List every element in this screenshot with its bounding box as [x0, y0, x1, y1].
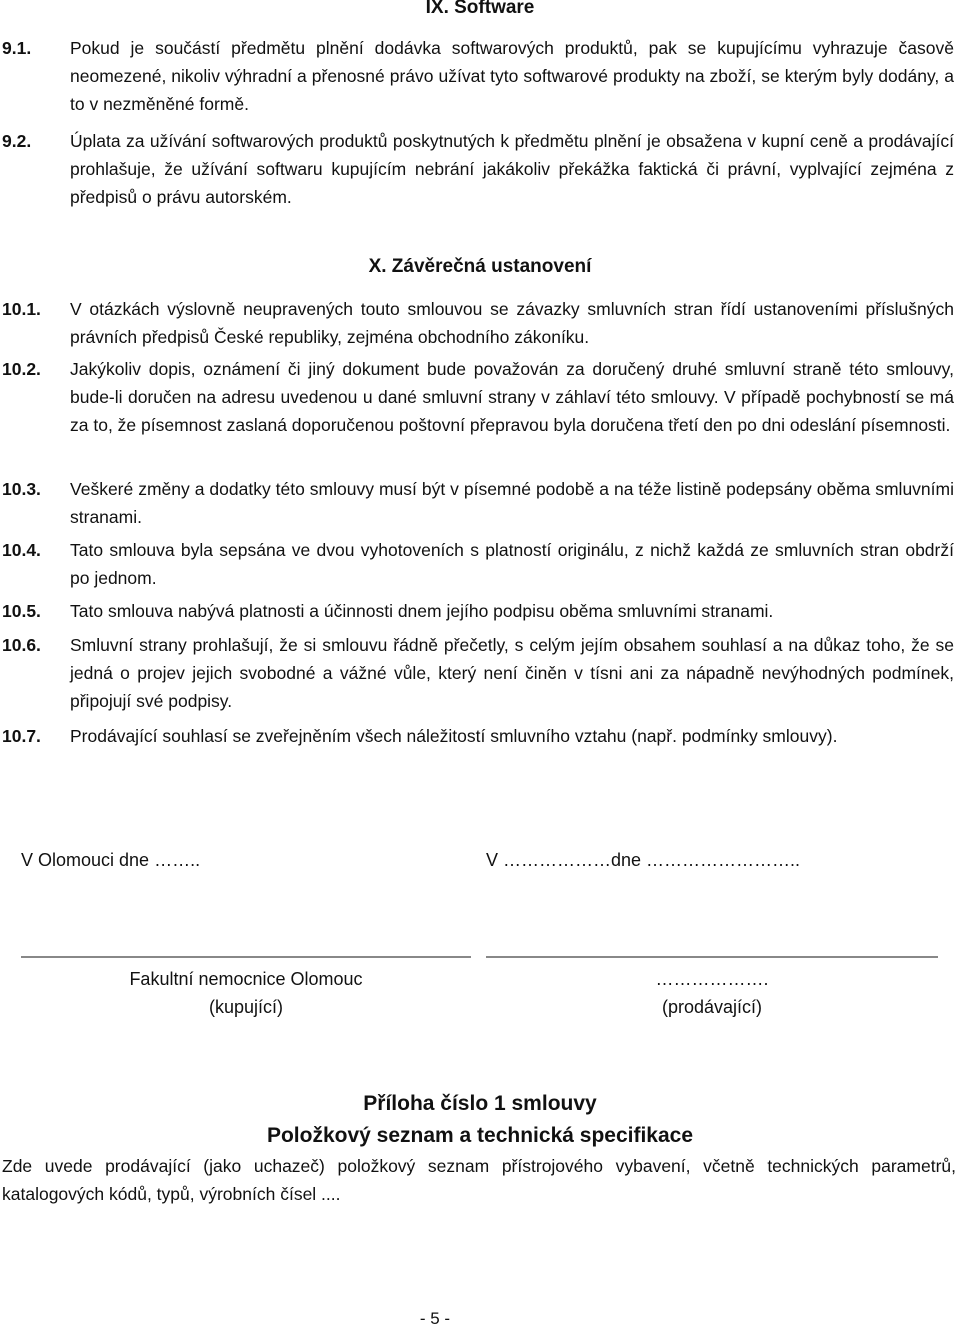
- clause-text: Úplata za užívání softwarových produktů poskytnutých k předmětu plnění je obsažena v kupní ceně a prodávající prohlašuje, že užívání softwaru kupujícím nebrání jakákoliv překážka faktická či právní, vyplvající zejména z předpisů o právu autorském.: [70, 131, 954, 207]
- signature-place-left: V Olomouci dne ……..: [21, 850, 201, 870]
- clause-10-5: [2, 597, 954, 625]
- clause-text: Prodávající souhlasí se zveřejněním všech náležitostí smluvního vztahu (např. podmínky smlouvy).: [70, 726, 838, 746]
- clause-9-2: [2, 127, 954, 211]
- annex-text: Zde uvede prodávající (jako uchazeč) položkový seznam přístrojového vybavení, včetně technických parametrů, katalogových kódů, typů, výrobních čísel ....: [2, 1156, 956, 1204]
- clause-10-4: [2, 536, 954, 592]
- clause-10-3: [2, 475, 954, 531]
- clause-10-1: [2, 295, 954, 351]
- signature-role-right: (prodávající): [661, 997, 763, 1017]
- clause-text: Tato smlouva nabývá platnosti a účinnosti dnem jejího podpisu oběma smluvními stranami.: [70, 601, 774, 621]
- clause-number: 10.1.: [2, 299, 41, 319]
- clause-text: Veškeré změny a dodatky této smlouvy musí být v písemné podobě a na téže listině podepsány oběma smluvními stranami.: [70, 479, 954, 527]
- clause-number: 10.3.: [2, 479, 41, 499]
- signature-party-left: Fakultní nemocnice Olomouc: [129, 969, 363, 989]
- signature-party-right: ……………….: [655, 969, 769, 989]
- clause-text: Smluvní strany prohlašují, že si smlouvu řádně přečetly, s celým jejím obsahem souhlasí a na důkaz toho, že se jedná o projev jejich svobodné a vážné vůle, který není činěn v tísni ani za nápadně nevýhodných podmínek, připojují své podpisy.: [70, 635, 954, 711]
- page-number: - 5 -: [419, 1309, 451, 1328]
- signature-line-left: [21, 956, 471, 958]
- signature-line-right: [486, 956, 938, 958]
- clause-number: 10.5.: [2, 601, 41, 621]
- clause-text: Jakýkoliv dopis, oznámení či jiný dokument bude považován za doručený druhé smluvní straně této smlouvy, bude-li doručen na adresu uvedenou u dané smluvní strany v záhlaví této smlouvy. V případě pochybností se má za to, že písemnost zaslaná doporučenou poštovní přepravou byla doručena třetí den po dni odeslání písemnosti.: [70, 359, 954, 435]
- clause-text: Tato smlouva byla sepsána ve dvou vyhotoveních s platností originálu, z nichž každá ze smluvních stran obdrží po jednom.: [70, 540, 954, 588]
- clause-number: 10.2.: [2, 359, 41, 379]
- clause-number: 10.6.: [2, 635, 41, 655]
- clause-number: 9.2.: [2, 131, 32, 151]
- clause-text: Pokud je součástí předmětu plnění dodávka softwarových produktů, pak se kupujícímu vyhrazuje časově neomezené, nikoliv výhradní a přenosné právo užívat tyto softwarové produkty na zboží, se kterým byly dodány, a to v nezměněné formě.: [70, 38, 954, 114]
- annex-subtitle: Položkový seznam a technická specifikace: [266, 1124, 694, 1147]
- clause-number: 9.1.: [2, 38, 32, 58]
- clause-number: 10.7.: [2, 726, 41, 746]
- signature-role-left: (kupující): [208, 997, 284, 1017]
- clause-10-6: [2, 631, 954, 715]
- section-heading-software: IX. Software: [425, 0, 535, 18]
- clause-text: V otázkách výslovně neupravených touto smlouvou se závazky smluvních stran řídí ustanoveními příslušných právních předpisů České republiky, zejména obchodního zákoníku.: [70, 299, 954, 347]
- signature-place-right: V ………………dne ……………………..: [486, 850, 801, 870]
- clause-9-1: [2, 34, 954, 118]
- annex-title: Příloha číslo 1 smlouvy: [363, 1092, 597, 1115]
- section-heading-final-provisions: X. Závěrečná ustanovení: [368, 256, 592, 277]
- clause-number: 10.4.: [2, 540, 41, 560]
- clause-10-2: [2, 355, 954, 439]
- clause-10-7: [2, 722, 954, 750]
